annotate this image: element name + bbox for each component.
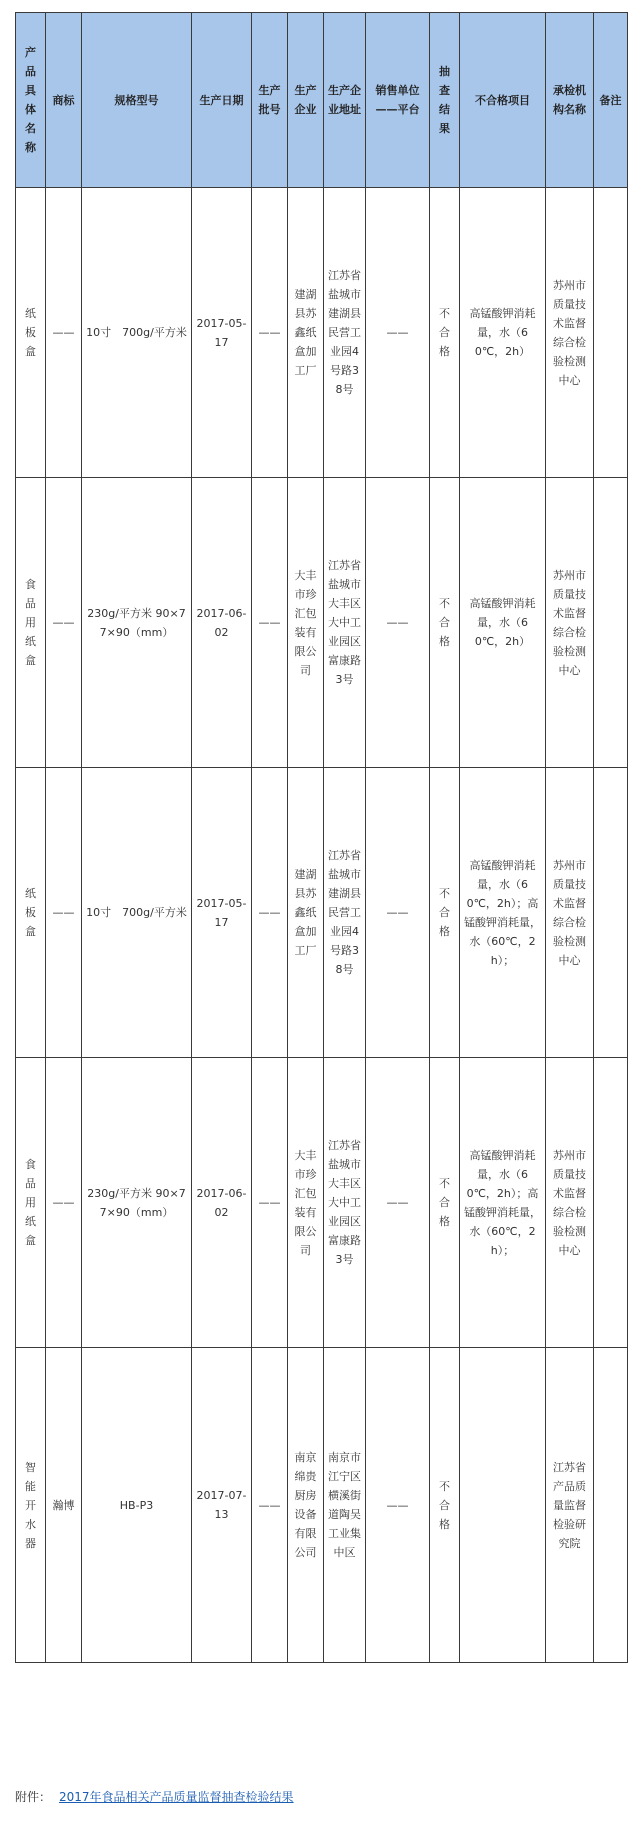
table-row — [16, 188, 628, 478]
table-cell: 大丰市珍汇包装有限公司 — [288, 478, 324, 768]
table-cell — [594, 768, 628, 1058]
header-cell: 生产企业地址 — [324, 13, 366, 188]
attachment-link[interactable]: 2017年食品相关产品质量监督抽查检验结果 — [59, 1790, 294, 1804]
table-cell: 高锰酸钾消耗量，水（60℃，2h）；高锰酸钾消耗量，水（60℃，2h）； — [460, 1058, 546, 1348]
table-row — [16, 1058, 628, 1348]
table-cell: 瀚博 — [46, 1348, 82, 1663]
table-cell: 智能开水器 — [16, 1348, 46, 1663]
table-cell: 2017-07-13 — [192, 1348, 252, 1663]
table-cell — [594, 188, 628, 478]
table-cell: —— — [366, 1348, 430, 1663]
table-cell — [594, 1348, 628, 1663]
table-cell: —— — [252, 478, 288, 768]
table-cell: 苏州市质量技术监督综合检验检测中心 — [546, 768, 594, 1058]
table-cell: —— — [366, 188, 430, 478]
table-cell: 高锰酸钾消耗量，水（60℃，2h）；高锰酸钾消耗量，水（60℃，2h）； — [460, 768, 546, 1058]
header-cell: 生产日期 — [192, 13, 252, 188]
table-cell: 10寸 700g/平方米 — [82, 188, 192, 478]
table-cell: —— — [366, 1058, 430, 1348]
table-cell: 不合格 — [430, 188, 460, 478]
table-cell: 纸板盒 — [16, 188, 46, 478]
table-cell: 江苏省盐城市建湖县民营工业园4号路38号 — [324, 188, 366, 478]
table-cell: 食品用纸盒 — [16, 1058, 46, 1348]
table-cell: 2017-06-02 — [192, 478, 252, 768]
table-cell: 苏州市质量技术监督综合检验检测中心 — [546, 1058, 594, 1348]
table-cell — [594, 478, 628, 768]
table-cell: 不合格 — [430, 478, 460, 768]
table-cell: 食品用纸盒 — [16, 478, 46, 768]
table-row — [16, 478, 628, 768]
table-cell — [594, 1058, 628, 1348]
header-cell: 承检机构名称 — [546, 13, 594, 188]
table-cell: —— — [252, 768, 288, 1058]
header-cell: 抽查结果 — [430, 13, 460, 188]
table-cell: —— — [46, 188, 82, 478]
table-cell: 不合格 — [430, 1058, 460, 1348]
table-cell: 苏州市质量技术监督综合检验检测中心 — [546, 478, 594, 768]
table-cell: 高锰酸钾消耗量，水（60℃，2h） — [460, 188, 546, 478]
table-cell: —— — [252, 1348, 288, 1663]
header-cell: 规格型号 — [82, 13, 192, 188]
table-cell: —— — [46, 478, 82, 768]
table-cell: 南京市江宁区横溪街道陶吴工业集中区 — [324, 1348, 366, 1663]
table-cell: 苏州市质量技术监督综合检验检测中心 — [546, 188, 594, 478]
table-cell: —— — [366, 478, 430, 768]
table-cell: 大丰市珍汇包装有限公司 — [288, 1058, 324, 1348]
table-cell: 建湖县苏鑫纸盒加工厂 — [288, 768, 324, 1058]
table-cell: 230g/平方米 90×77×90（mm） — [82, 1058, 192, 1348]
table-cell: 建湖县苏鑫纸盒加工厂 — [288, 188, 324, 478]
table-cell: 不合格 — [430, 1348, 460, 1663]
attachment-footer — [15, 1788, 294, 1805]
table-cell: 江苏省盐城市大丰区大中工业园区富康路3号 — [324, 478, 366, 768]
table-cell: 2017-05-17 — [192, 188, 252, 478]
table-header-row — [16, 13, 628, 188]
table-cell — [460, 1348, 546, 1663]
table-cell: —— — [46, 1058, 82, 1348]
table-cell: 江苏省产品质量监督检验研究院 — [546, 1348, 594, 1663]
table-row — [16, 768, 628, 1058]
table-cell: —— — [252, 188, 288, 478]
table-cell: —— — [366, 768, 430, 1058]
table-cell: 不合格 — [430, 768, 460, 1058]
attachment-label: 附件： — [15, 1790, 52, 1804]
table-cell: 2017-05-17 — [192, 768, 252, 1058]
header-cell: 产品具体名称 — [16, 13, 46, 188]
table-cell: 高锰酸钾消耗量，水（60℃，2h） — [460, 478, 546, 768]
header-cell: 生产企业 — [288, 13, 324, 188]
table-cell: 纸板盒 — [16, 768, 46, 1058]
table-row — [16, 1348, 628, 1663]
header-cell: 生产批号 — [252, 13, 288, 188]
header-cell: 备注 — [594, 13, 628, 188]
header-cell: 不合格项目 — [460, 13, 546, 188]
table-cell: —— — [46, 768, 82, 1058]
table-cell: 南京绵贵厨房设备有限公司 — [288, 1348, 324, 1663]
table-cell: 江苏省盐城市大丰区大中工业园区富康路3号 — [324, 1058, 366, 1348]
table-cell: 230g/平方米 90×77×90（mm） — [82, 478, 192, 768]
table-cell: HB-P3 — [82, 1348, 192, 1663]
header-cell: 商标 — [46, 13, 82, 188]
table-cell: 2017-06-02 — [192, 1058, 252, 1348]
table-cell: 10寸 700g/平方米 — [82, 768, 192, 1058]
inspection-results-table — [15, 12, 628, 1663]
table-cell: —— — [252, 1058, 288, 1348]
table-cell: 江苏省盐城市建湖县民营工业园4号路38号 — [324, 768, 366, 1058]
header-cell: 销售单位——平台 — [366, 13, 430, 188]
